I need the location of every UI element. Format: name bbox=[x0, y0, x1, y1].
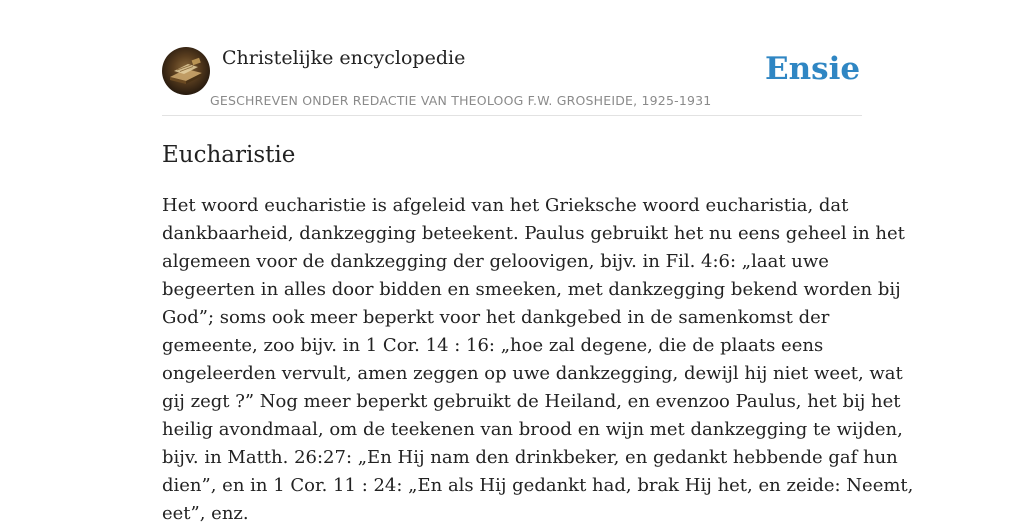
article-line: eet”, enz. bbox=[162, 503, 249, 524]
article-line: gij zegt ?” Nog meer beperkt gebruikt de Heiland, en evenzoo Paulus, het bij het bbox=[162, 391, 901, 412]
ensie-brand-logo[interactable]: Ensie bbox=[765, 51, 861, 87]
article-line: dankbaarheid, dankzegging beteekent. Paulus gebruikt het nu eens geheel in het bbox=[162, 223, 905, 244]
article-line: algemeen voor de dankzegging der geloovigen, bijv. in Fil. 4:6: „laat uwe bbox=[162, 251, 829, 272]
article-line: bijv. in Matth. 26:27: „En Hij nam den drinkbeker, en gedankt hebbende gaf hun bbox=[162, 447, 898, 468]
article-body bbox=[162, 192, 913, 528]
article-line: heilig avondmaal, om de teekenen van brood en wijn met dankzegging te wijden, bbox=[162, 419, 903, 440]
article-line: God”; soms ook meer beperkt voor het dankgebed in de samenkomst der bbox=[162, 307, 830, 328]
book-icon bbox=[162, 47, 210, 95]
site-logo-avatar[interactable] bbox=[162, 47, 210, 95]
header-divider bbox=[162, 115, 862, 116]
site-subtitle: GESCHREVEN ONDER REDACTIE VAN THEOLOOG F.W. GROSHEIDE, 1925-1931 bbox=[210, 93, 712, 108]
article-line: begeerten in alles door bidden en smeeken, met dankzegging bekend worden bij bbox=[162, 279, 901, 300]
article-title: Eucharistie bbox=[162, 142, 296, 168]
site-title-link[interactable]: Christelijke encyclopedie bbox=[222, 47, 466, 69]
article-line: gemeente, zoo bijv. in 1 Cor. 14 : 16: „hoe zal degene, die de plaats eens bbox=[162, 335, 824, 356]
article-line: Het woord eucharistie is afgeleid van het Grieksche woord eucharistia, dat bbox=[162, 195, 849, 216]
article-line: ongeleerden vervult, amen zeggen op uwe dankzegging, dewijl hij niet weet, wat bbox=[162, 363, 903, 384]
article-line: dien”, en in 1 Cor. 11 : 24: „En als Hij gedankt had, brak Hij het, en zeide: Neemt, bbox=[162, 475, 914, 496]
